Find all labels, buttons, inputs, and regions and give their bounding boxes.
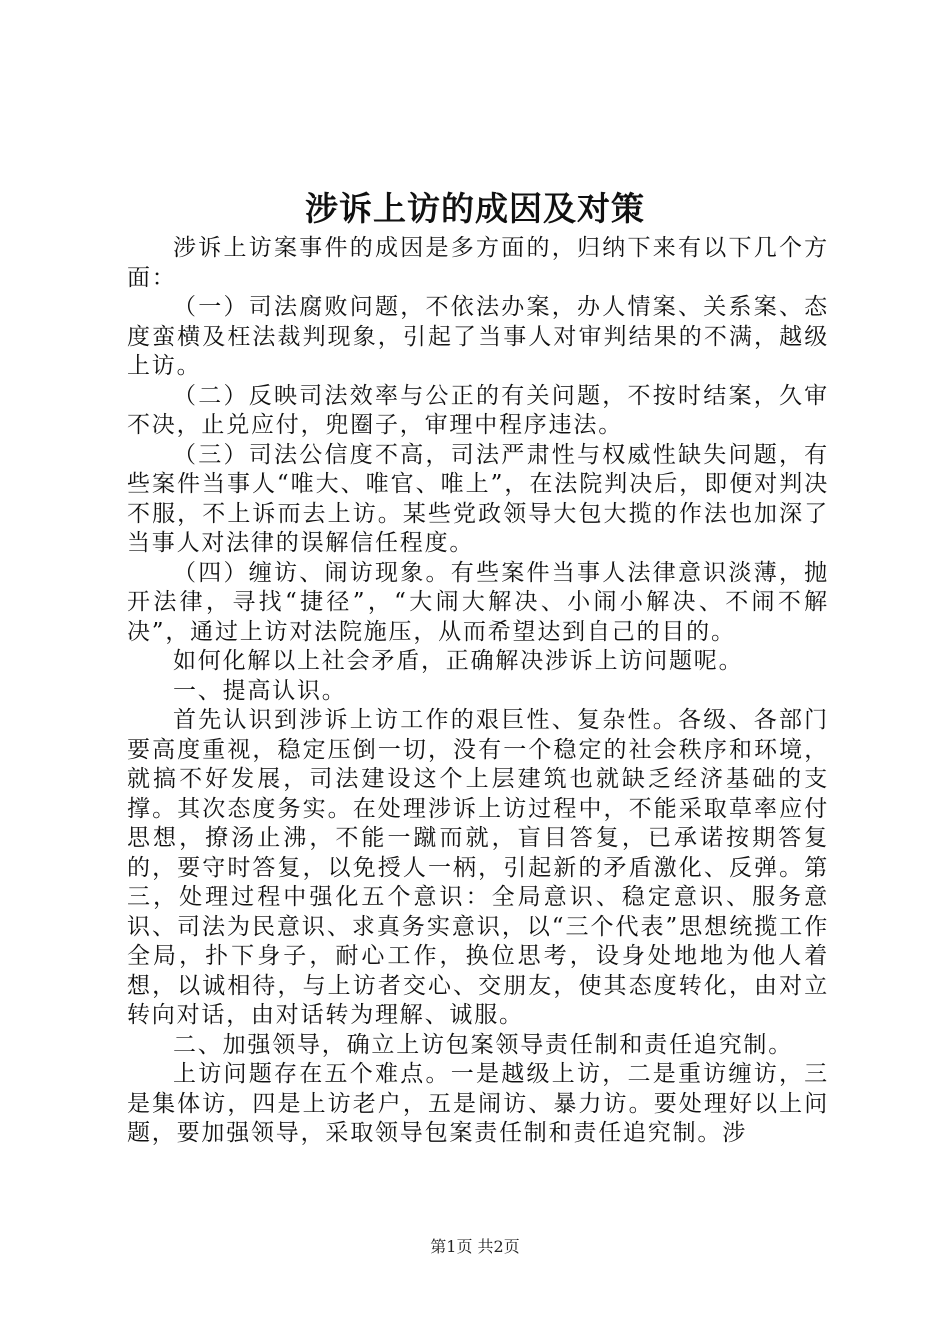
document-title: 涉诉上访的成因及对策 [305,189,645,228]
section-heading-2: 二、加强领导，确立上访包案领导责任制和责任追究制。 [173,1031,793,1058]
paragraph-section-2-body: 上访问题存在五个难点。一是越级上访，二是重访缠访，三是集体访，四是上访老户，五是闹访、暴力访。要处理好以上问题，要加强领导，采取领导包案责任制和责任追究制。涉 [127,1061,829,1146]
paragraph-cause-4: （四）缠访、闹访现象。有些案件当事人法律意识淡薄，抛开法律，寻找“捷径”，“大闹大解决、小闹小解决、不闹不解决”，通过上访对法院施压，从而希望达到自己的目的。 [127,559,829,645]
section-heading-1: 一、提高认识。 [173,677,347,704]
paragraph-intro: 涉诉上访案事件的成因是多方面的，归纳下来有以下几个方面： [127,235,829,291]
page-number-footer: 第1页 共2页 [430,1237,520,1256]
paragraph-cause-1: （一）司法腐败问题，不依法办案，办人情案、关系案、态度蛮横及枉法裁判现象，引起了当事人对审判结果的不满，越级上访。 [127,294,829,379]
paragraph-cause-2: （二）反映司法效率与公正的有关问题，不按时结案，久审不决，止兑应付，兜圈子，审理中程序违法。 [127,382,829,438]
paragraph-section-1-body: 首先认识到涉诉上访工作的艰巨性、复杂性。各级、各部门要高度重视，稳定压倒一切，没有一个稳定的社会秩序和环境，就搞不好发展，司法建设这个上层建筑也就缺乏经济基础的支撑。其次态度务实。在处理涉诉上访过程中，不能采取草率应付思想，撩汤止沸，不能一蹴而就，盲目答复，已承诺按期答复的，要守时答复，以免授人一柄，引起新的矛盾激化、反弹。第三，处理过程中强化五个意识：全局意识、稳定意识、服务意识、司法为民意识、求真务实意识，以“三个代表”思想统揽工作全局，扑下身子，耐心工作，换位思考，设身处地地为他人着想，以诚相待，与上访者交心、交朋友，使其态度转化，由对立转向对话，由对话转为理解、诚服。 [127,707,829,1028]
paragraph-cause-3: （三）司法公信度不高，司法严肃性与权威性缺失问题，有些案件当事人“唯大、唯官、唯上”，在法院判决后，即便对判决不服，不上诉而去上访。某些党政领导大包大揽的作法也加深了当事人对法律的误解信任程度。 [127,441,829,556]
paragraph-question: 如何化解以上社会矛盾，正确解决涉诉上访问题呢。 [173,648,744,674]
document-body [127,234,829,1149]
